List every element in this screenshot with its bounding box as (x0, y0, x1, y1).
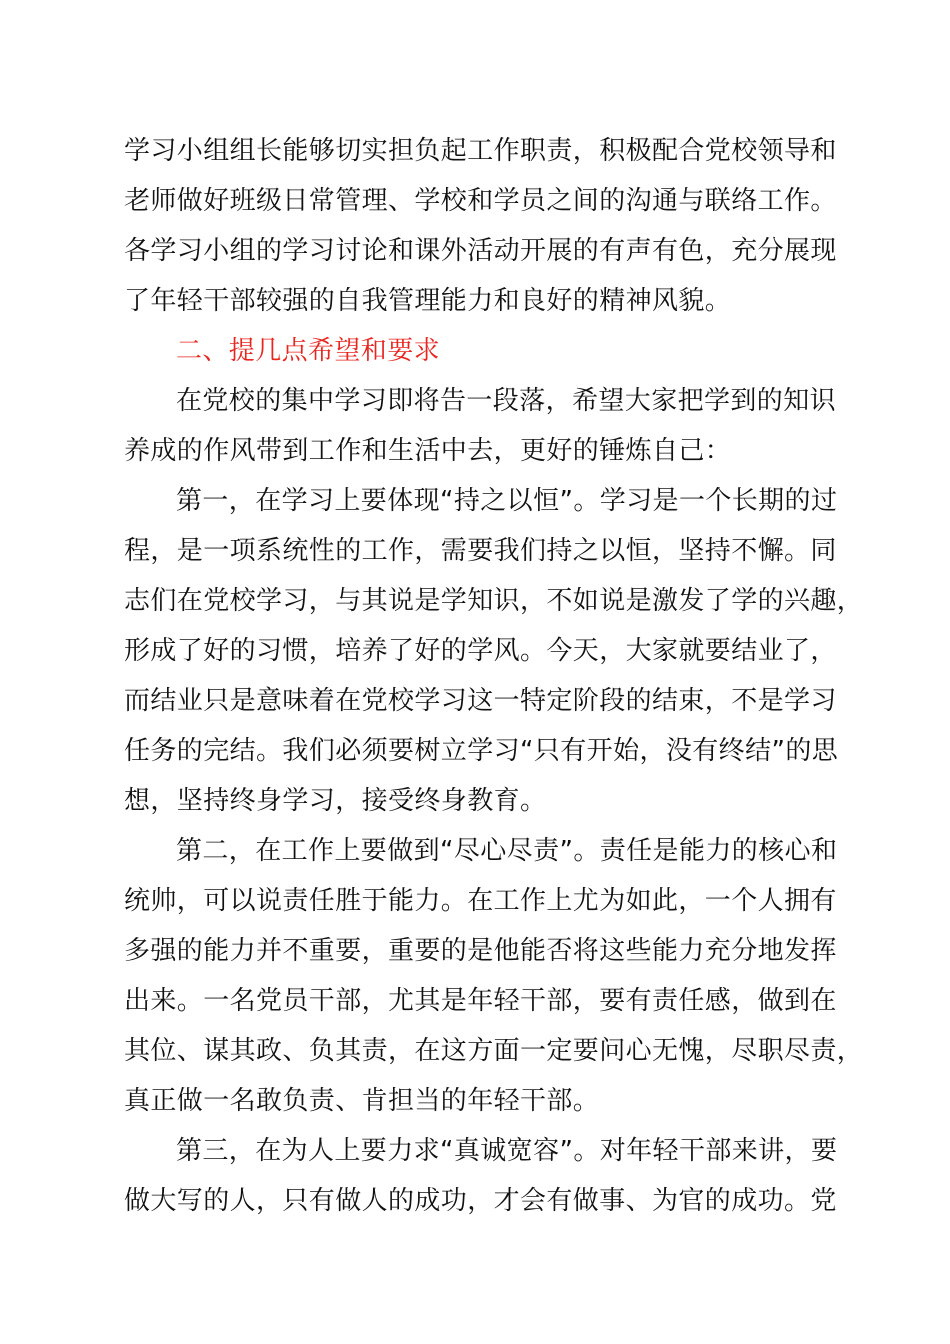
text-line: 志们在党校学习，与其说是学知识，不如说是激发了学的兴趣， (124, 586, 864, 616)
text-line: 做大写的人，只有做人的成功，才会有做事、为官的成功。党 (124, 1186, 837, 1216)
text-line: 了年轻干部较强的自我管理能力和良好的精神风貌。 (124, 286, 732, 316)
section-heading: 二、提几点希望和要求 (176, 336, 441, 366)
text-line: 多强的能力并不重要，重要的是他能否将这些能力充分地发挥 (124, 936, 837, 966)
text-line: 出来。一名党员干部，尤其是年轻干部，要有责任感，做到在 (124, 986, 837, 1016)
text-line: 老师做好班级日常管理、学校和学员之间的沟通与联络工作。 (124, 186, 837, 216)
text-line: 而结业只是意味着在党校学习这一特定阶段的结束，不是学习 (124, 686, 837, 716)
text-line: 统帅，可以说责任胜于能力。在工作上尤为如此，一个人拥有 (124, 886, 837, 916)
text-line: 真正做一名敢负责、肯担当的年轻干部。 (124, 1086, 600, 1116)
text-line: 在党校的集中学习即将告一段落，希望大家把学到的知识 (176, 386, 837, 416)
document-body (124, 126, 864, 1226)
text-line: 养成的作风带到工作和生活中去，更好的锤炼自己： (124, 436, 732, 466)
text-line: 第二，在工作上要做到“尽心尽责”。责任是能力的核心和 (176, 836, 838, 866)
text-line: 其位、谋其政、负其责，在这方面一定要问心无愧，尽职尽责， (124, 1036, 864, 1066)
text-line: 各学习小组的学习讨论和课外活动开展的有声有色，充分展现 (124, 236, 837, 266)
text-line: 任务的完结。我们必须要树立学习“只有开始，没有终结”的思 (124, 736, 839, 766)
text-line: 学习小组组长能够切实担负起工作职责，积极配合党校领导和 (124, 136, 837, 166)
text-line: 想，坚持终身学习，接受终身教育。 (124, 786, 547, 816)
text-line: 形成了好的习惯，培养了好的学风。今天，大家就要结业了， (124, 636, 837, 666)
text-line: 程，是一项系统性的工作，需要我们持之以恒，坚持不懈。同 (124, 536, 837, 566)
text-line: 第三，在为人上要力求“真诚宽容”。对年轻干部来讲，要 (176, 1136, 838, 1166)
text-line: 第一，在学习上要体现“持之以恒”。学习是一个长期的过 (176, 486, 838, 516)
